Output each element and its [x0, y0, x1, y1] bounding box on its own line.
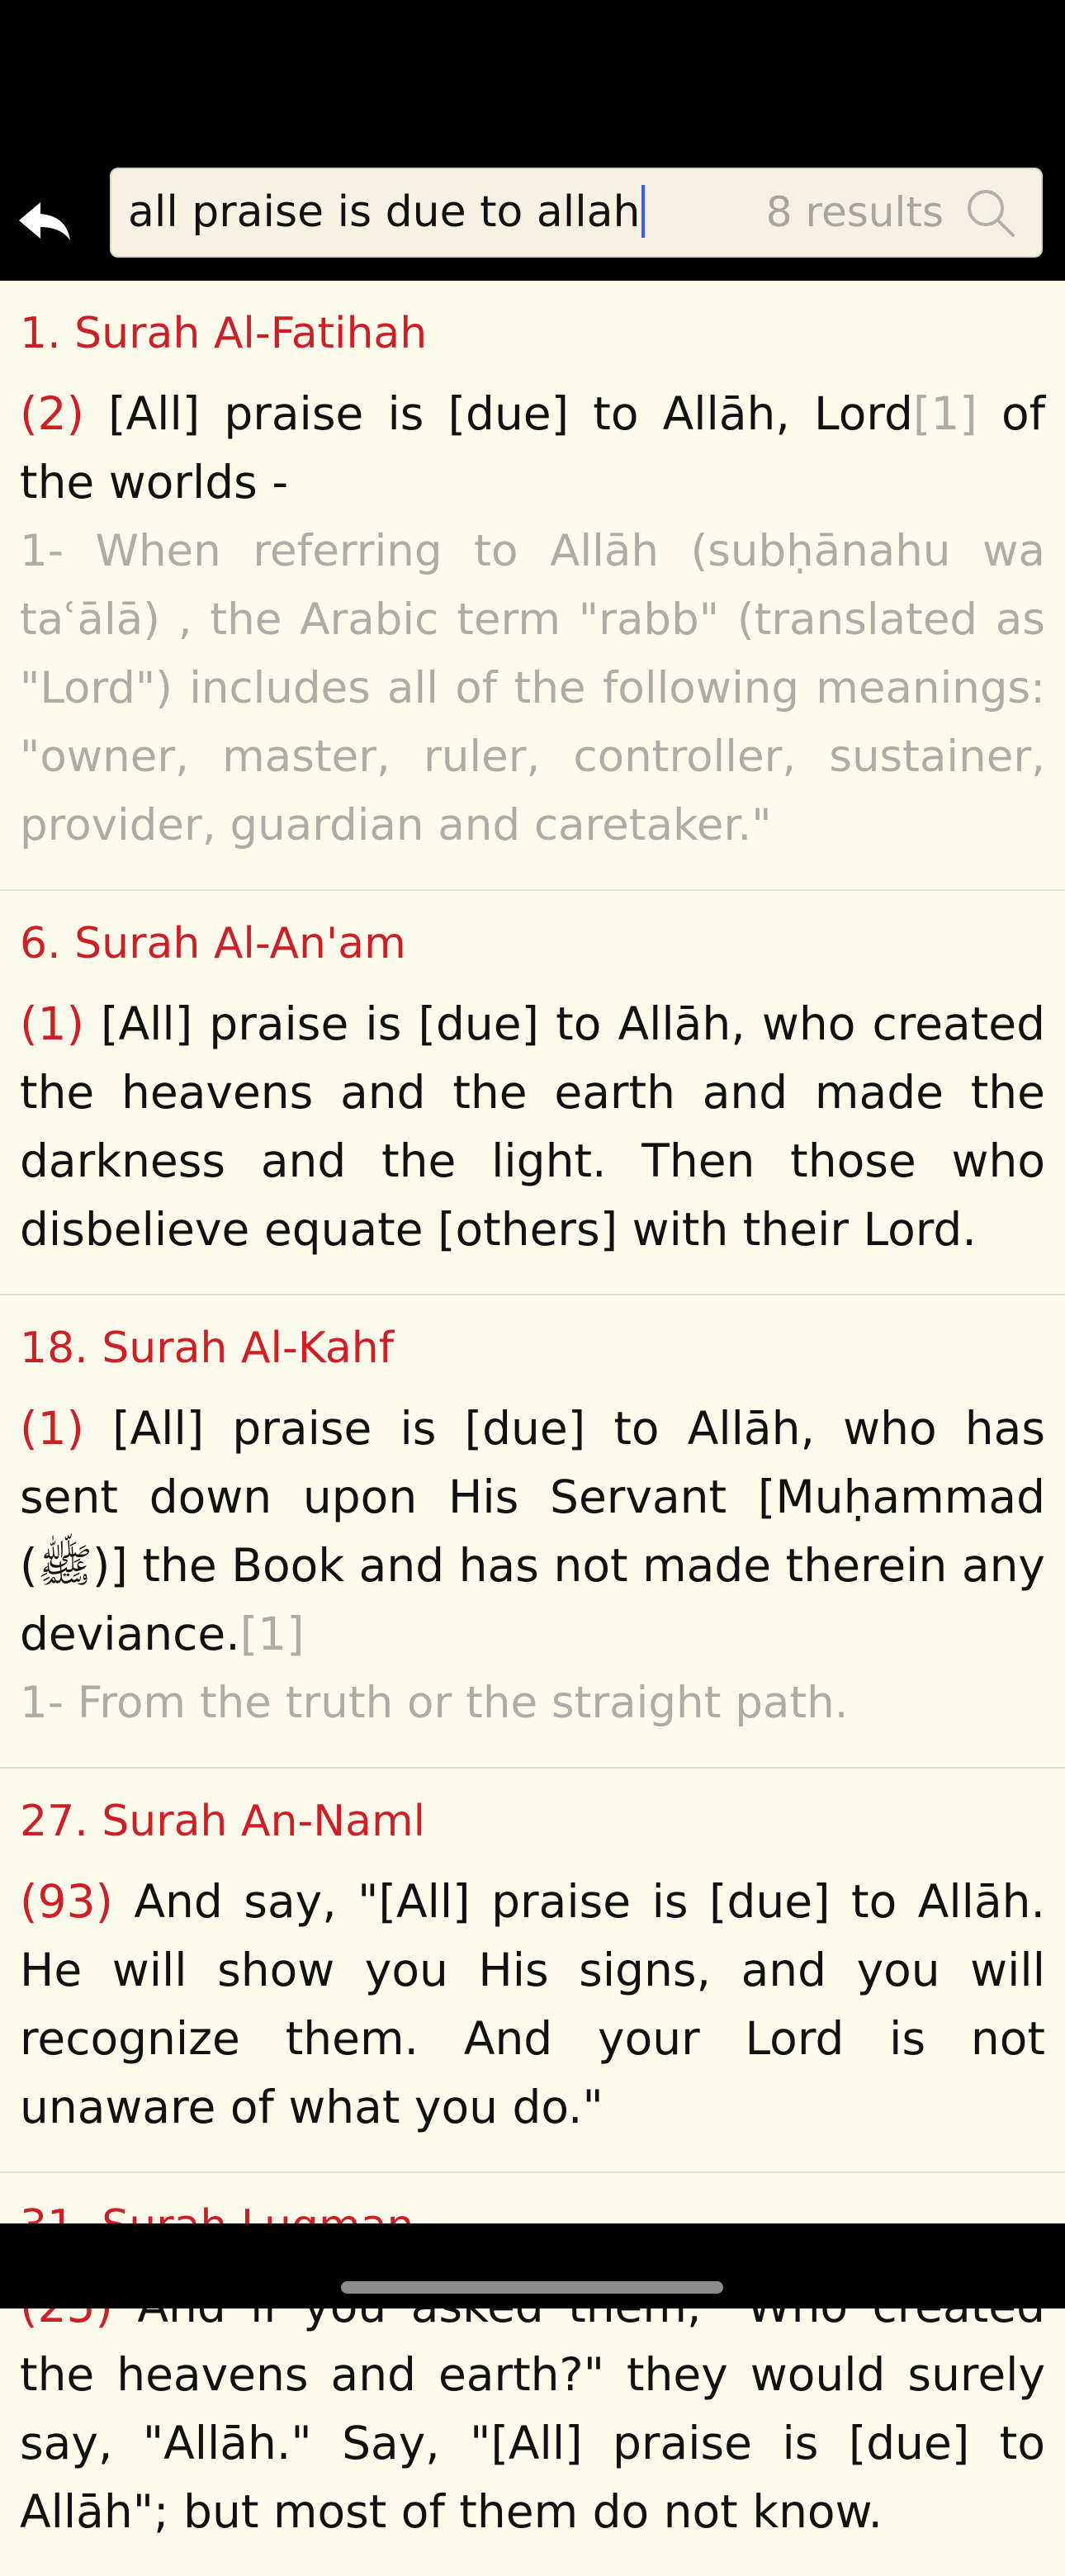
- search-query-text: all praise is due to allah: [128, 187, 641, 237]
- surah-title[interactable]: 27. Surah An-Naml: [20, 1797, 426, 1846]
- surah-title[interactable]: 1. Surah Al-Fatihah: [20, 309, 428, 358]
- search-box[interactable]: [110, 168, 1043, 258]
- verse-number: (1): [20, 1402, 84, 1455]
- verse-body: [All] praise is [due] to Allāh, who created the heavens and the earth and made the darkness and the light. Then those who disbelieve equate [others] with their Lord.: [20, 997, 1045, 1256]
- search-input[interactable]: [128, 169, 645, 256]
- verse-body: the heavens and earth?" they would surely say, "Allāh." Say, "[All] praise is [due] to Allāh"; but most of them do not know.: [20, 2348, 1045, 2538]
- back-button[interactable]: [12, 188, 78, 254]
- verse-body: And say, "[All] praise is [due] to Allāh. He will show you His signs, and you will recognize them. And your Lord is not unaware of what you do.": [20, 1875, 1045, 2133]
- verse-number: (93): [20, 1875, 113, 1928]
- status-bar: [0, 0, 1065, 157]
- verse-text: [20, 2272, 1045, 2546]
- search-header: [0, 157, 1065, 281]
- surah-title[interactable]: 18. Surah Al-Kahf: [20, 1324, 395, 1373]
- result-item[interactable]: [0, 891, 1065, 1295]
- surah-title[interactable]: 6. Surah Al-An'am: [20, 919, 406, 968]
- result-item[interactable]: [0, 1769, 1065, 2173]
- home-indicator[interactable]: [341, 2281, 723, 2294]
- back-arrow-icon: [17, 201, 72, 242]
- verse-body-end: of the worlds -: [20, 387, 1045, 509]
- verse-body: [All] praise is [due] to Allāh, Lord: [83, 387, 913, 440]
- result-item[interactable]: [0, 281, 1065, 891]
- footnote: 1- When referring to Allāh (subḥānahu wa taʿālā) , the Arabic term "rabb" (translated as "Lord") includes all of the following meanings: "owner, master, ruler, controller, sustainer, provider, guardian and caretaker.": [20, 526, 1045, 850]
- verse-number: (2): [20, 387, 84, 440]
- home-bar-area: [0, 2223, 1065, 2308]
- verse-text: [20, 380, 1045, 517]
- footnote-ref[interactable]: [1]: [239, 1608, 305, 1660]
- footnote-ref[interactable]: [1]: [912, 387, 977, 440]
- text-caret: [641, 185, 645, 238]
- footnote: 1- From the truth or the straight path.: [20, 1678, 849, 1728]
- verse-text: [20, 990, 1045, 1264]
- verse-text: [20, 1868, 1045, 2142]
- verse-number: (1): [20, 997, 84, 1050]
- result-item[interactable]: [0, 1295, 1065, 1769]
- magnifier-icon[interactable]: [965, 187, 1016, 239]
- verse-body: [All] praise is [due] to Allāh, who has sent down upon His Servant [Muḥammad (ﷺ)] the Book and has not made therein any deviance.: [20, 1402, 1045, 1660]
- verse-text: [20, 1395, 1045, 1669]
- results-count: 8 results: [765, 188, 944, 236]
